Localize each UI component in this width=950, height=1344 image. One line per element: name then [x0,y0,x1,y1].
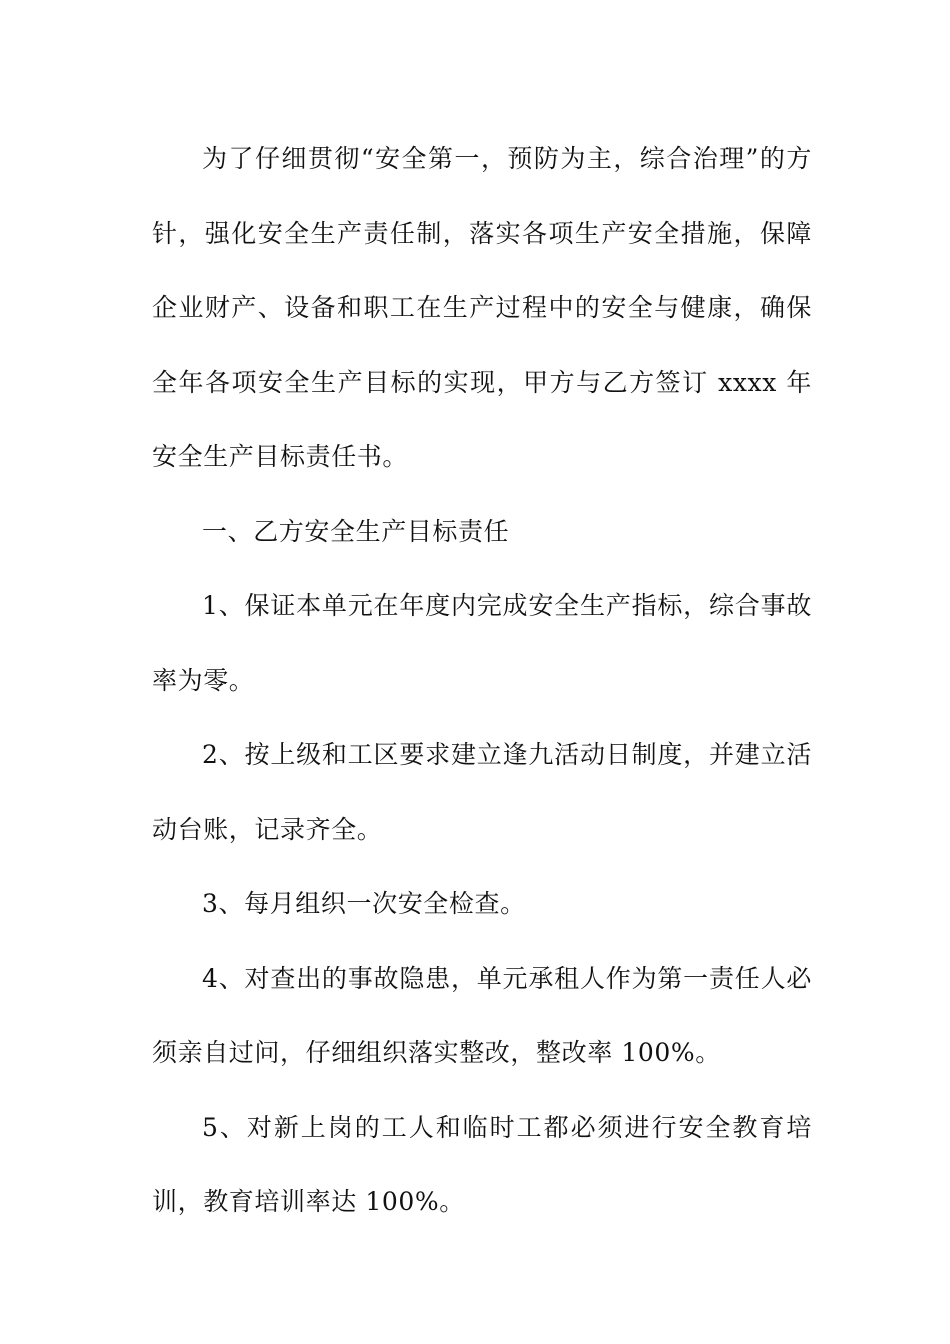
paragraph-intro: 为了仔细贯彻“安全第一，预防为主，综合治理”的方针，强化安全生产责任制，落实各项生产安全措施，保障企业财产、设备和职工在生产过程中的安全与健康，确保全年各项安全生产目标的实现，甲方与乙方签订 xxxx 年安全生产目标责任书。 [152,144,812,471]
list-item: 4、对查出的事故隐患，单元承租人作为第一责任人必须亲自过问，仔细组织落实整改，整改率 100%。 [152,963,812,1067]
section-heading: 一、乙方安全生产目标责任 [202,516,510,546]
list-item: 3、每月组织一次安全检查。 [202,889,526,918]
list-item: 5、对新上岗的工人和临时工都必须进行安全教育培训，教育培训率达 100%。 [152,1112,812,1216]
document-body [152,122,812,1240]
list-item: 1、保证本单元在年度内完成安全生产指标，综合事故率为零。 [152,591,812,695]
list-item: 2、按上级和工区要求建立逢九活动日制度，并建立活动台账，记录齐全。 [152,740,812,844]
